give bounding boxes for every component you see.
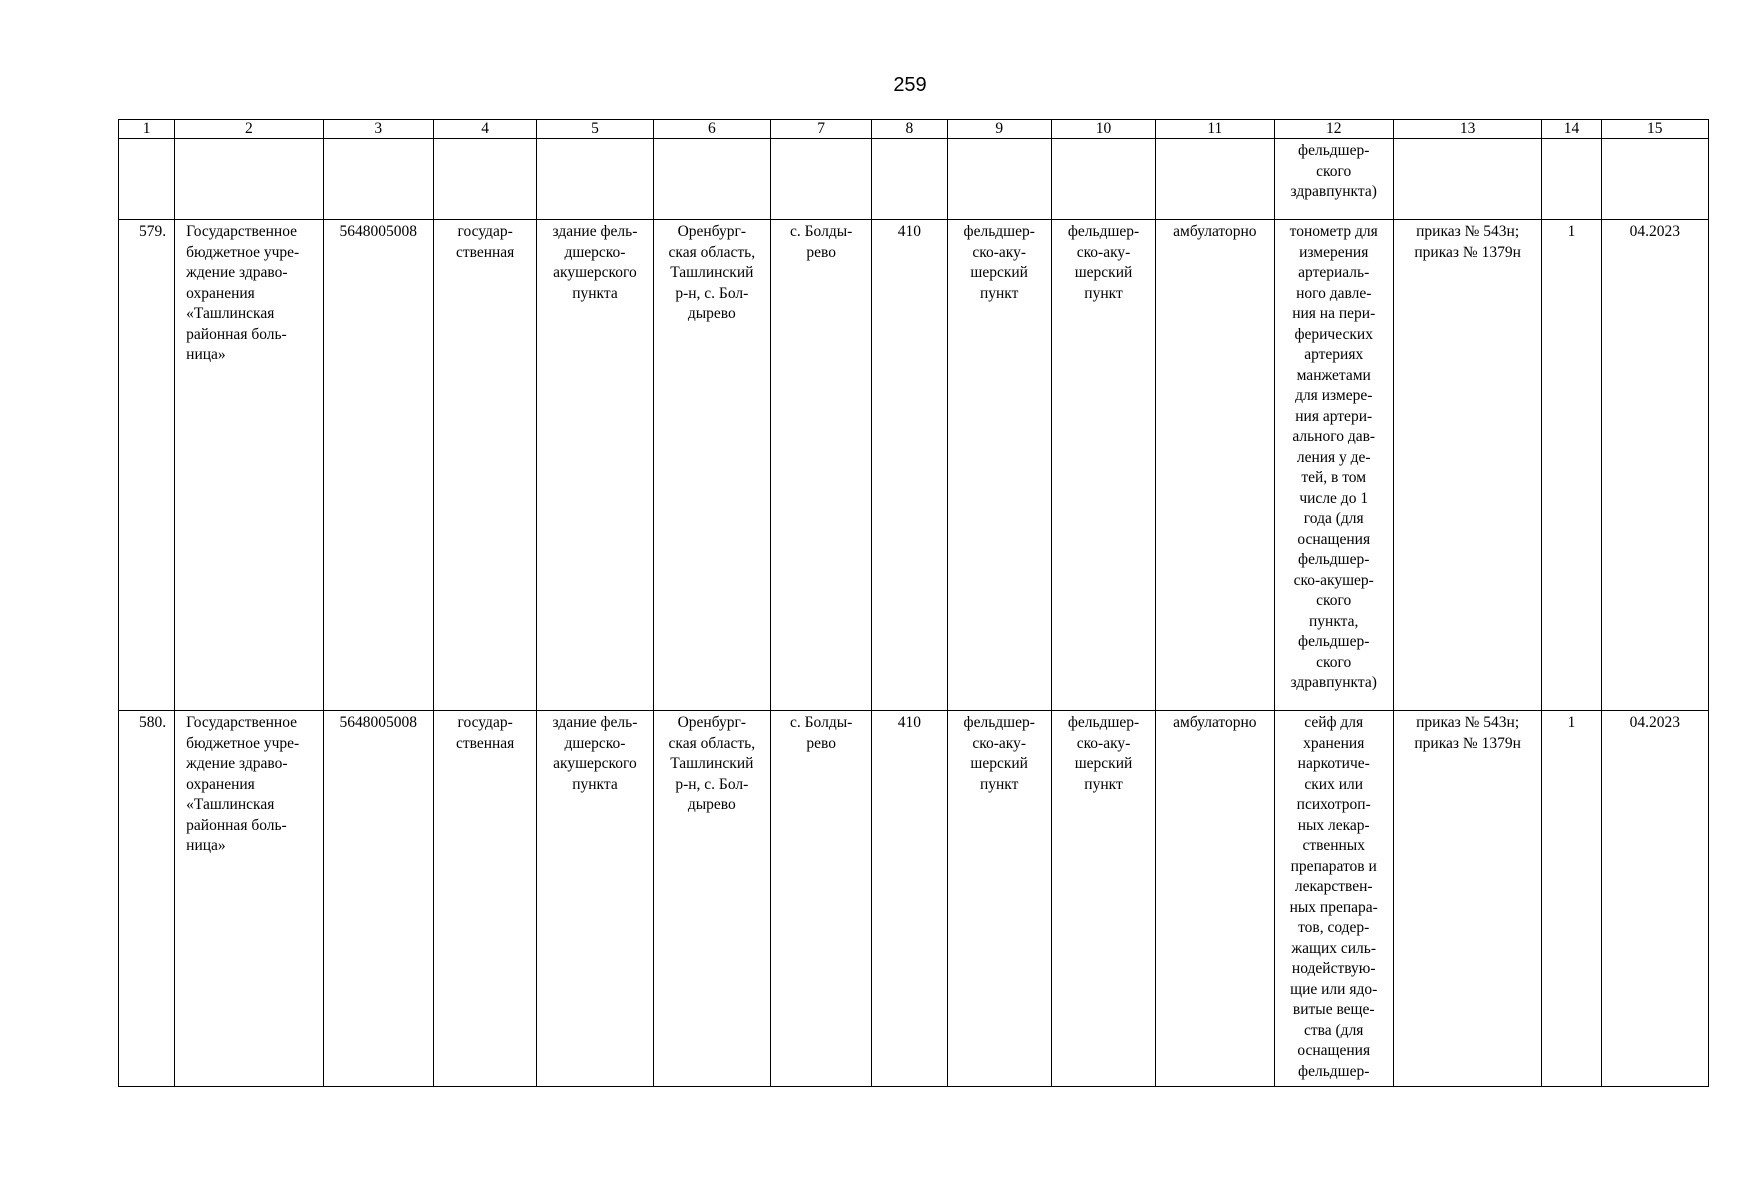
inn-cell: 5648005008	[323, 220, 433, 711]
equipment-cell: тонометр для измерения артериаль- ного давле- ния на пери- ферических артериях манжетами для измере- ния артери- ального дав- ления у де- тей, в том числе до 1 года (для оснащения фельдшер- ско-акушер- ского пункта, фельдшер- ского здравпункта)	[1274, 220, 1393, 711]
column-header: 12	[1274, 120, 1393, 139]
table-cell	[1542, 139, 1601, 220]
address-cell: Оренбург- ская область, Ташлинский р-н, с. Бол- дырево	[653, 220, 770, 711]
column-header: 10	[1051, 120, 1155, 139]
care-mode-cell: амбулаторно	[1156, 220, 1274, 711]
table-cell	[119, 139, 175, 220]
table-cell	[771, 139, 872, 220]
ownership-cell: государ- ственная	[433, 711, 536, 1087]
column-header: 8	[872, 120, 947, 139]
date-cell: 04.2023	[1601, 220, 1708, 711]
unit-type-cell: фельдшер- ско-аку- шерский пункт	[947, 220, 1051, 711]
building-cell: здание фель- дшерско- акушерского пункта	[537, 711, 653, 1087]
column-header: 2	[175, 120, 323, 139]
column-header: 3	[323, 120, 433, 139]
order-cell: приказ № 543н; приказ № 1379н	[1393, 711, 1541, 1087]
column-header: 7	[771, 120, 872, 139]
quantity-cell: 1	[1542, 711, 1601, 1087]
unit-type-cell: фельдшер- ско-аку- шерский пункт	[947, 711, 1051, 1087]
equipment-cell: фельдшер- ского здравпункта)	[1274, 139, 1393, 220]
ownership-cell: государ- ственная	[433, 220, 536, 711]
equipment-cell: сейф для хранения наркотиче- ских или психотроп- ных лекар- ственных препаратов и лекарствен- ных препара- тов, содер- жащих силь- нодействую- щие или ядо- витые веще- ства (для оснащения фельдшер-	[1274, 711, 1393, 1087]
care-mode-cell: амбулаторно	[1156, 711, 1274, 1087]
row-number-cell: 579.	[119, 220, 175, 711]
building-cell: здание фель- дшерско- акушерского пункта	[537, 220, 653, 711]
order-cell: приказ № 543н; приказ № 1379н	[1393, 220, 1541, 711]
population-cell: 410	[872, 220, 947, 711]
column-header: 15	[1601, 120, 1708, 139]
table-cell	[323, 139, 433, 220]
column-header: 6	[653, 120, 770, 139]
organization-cell: Государственное бюджетное учре- ждение здраво- охранения «Ташлинская районная боль- ница»	[175, 711, 323, 1087]
column-header: 4	[433, 120, 536, 139]
column-header: 9	[947, 120, 1051, 139]
column-number-row	[119, 120, 1709, 139]
table-row-continuation	[119, 139, 1709, 220]
unit-name-cell: фельдшер- ско-аку- шерский пункт	[1051, 711, 1155, 1087]
population-cell: 410	[872, 711, 947, 1087]
table-cell	[537, 139, 653, 220]
inn-cell: 5648005008	[323, 711, 433, 1087]
address-cell: Оренбург- ская область, Ташлинский р-н, с. Бол- дырево	[653, 711, 770, 1087]
table-cell	[1601, 139, 1708, 220]
table-cell	[947, 139, 1051, 220]
page-number: 259	[893, 74, 927, 96]
table-cell	[653, 139, 770, 220]
column-header: 14	[1542, 120, 1601, 139]
date-cell: 04.2023	[1601, 711, 1708, 1087]
organization-cell: Государственное бюджетное учре- ждение здраво- охранения «Ташлинская районная боль- ница»	[175, 220, 323, 711]
unit-name-cell: фельдшер- ско-аку- шерский пункт	[1051, 220, 1155, 711]
table-cell	[433, 139, 536, 220]
table-row	[119, 220, 1709, 711]
settlement-cell: с. Болды- рево	[771, 711, 872, 1087]
registry-table	[118, 119, 1709, 1087]
column-header: 13	[1393, 120, 1541, 139]
quantity-cell: 1	[1542, 220, 1601, 711]
row-number-cell: 580.	[119, 711, 175, 1087]
column-header: 5	[537, 120, 653, 139]
column-header: 11	[1156, 120, 1274, 139]
table-cell	[175, 139, 323, 220]
column-header: 1	[119, 120, 175, 139]
table-cell	[1393, 139, 1541, 220]
table-cell	[1156, 139, 1274, 220]
settlement-cell: с. Болды- рево	[771, 220, 872, 711]
table-cell	[872, 139, 947, 220]
table-cell	[1051, 139, 1155, 220]
table-row	[119, 711, 1709, 1087]
